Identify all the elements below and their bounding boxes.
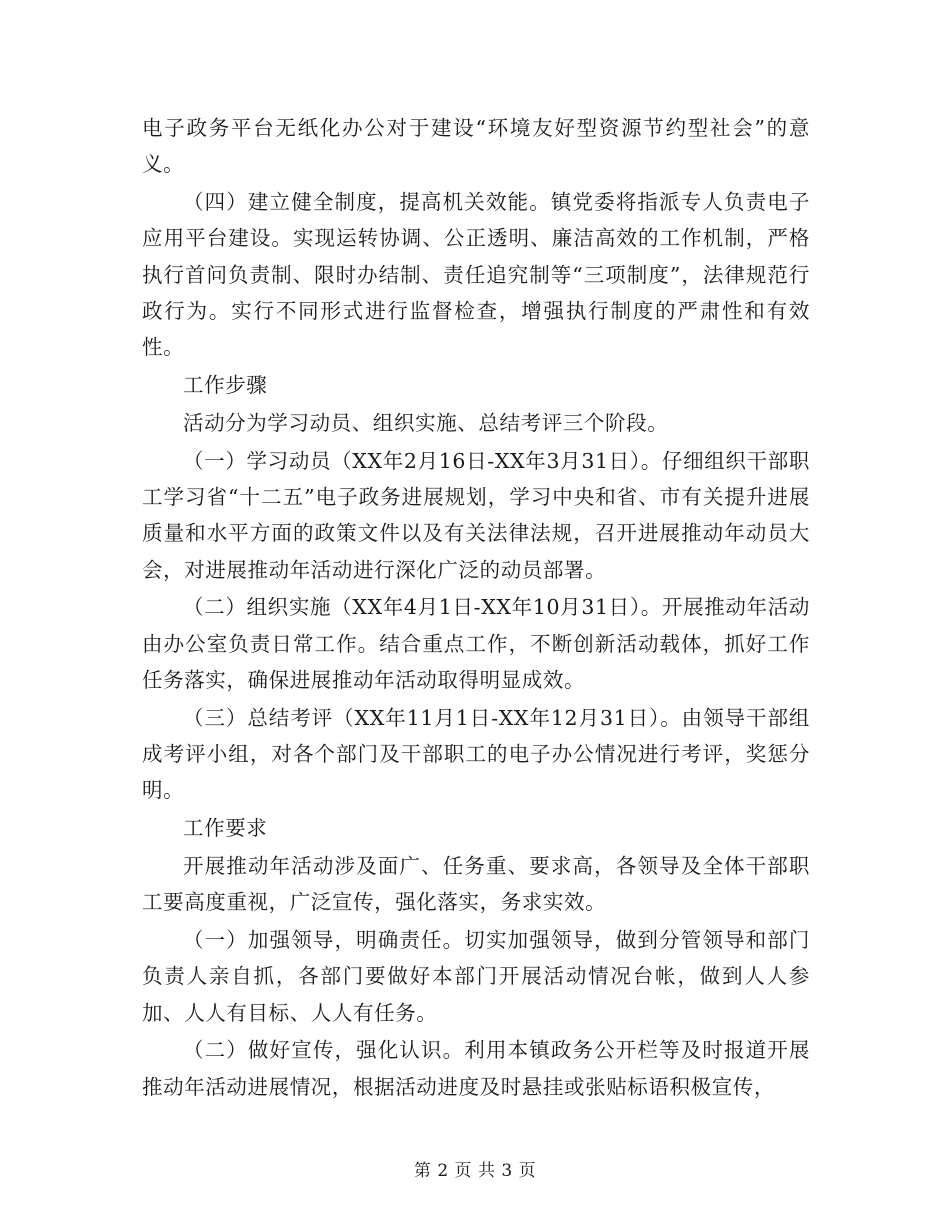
paragraph-institution-building: （四）建立健全制度，提高机关效能。镇党委将指派专人负责电子应用平台建设。实现运转协调、公正透明、廉洁高效的工作机制，严格执行首问负责制、限时办结制、责任追究制等“三项制度”，法律规范行政行为。实行不同形式进行监督检查，增强执行制度的严肃性和有效性。 [142, 190, 810, 360]
section-heading-work-requirements: 工作要求 [183, 816, 268, 841]
paragraph-publicity: （二）做好宣传，强化认识。利用本镇政务公开栏等及时报道开展推动年活动进展情况，根据活动进度及时悬挂或张贴标语积极宣传， [142, 1038, 810, 1099]
paragraph-phase-evaluation: （三）总结考评（XX年11月1日-XX年12月31日）。由领导干部组成考评小组，对各个部门及干部职工的电子办公情况进行考评，奖惩分明。 [142, 705, 810, 803]
document-body [142, 110, 810, 1107]
paragraph-phases-overview: 活动分为学习动员、组织实施、总结考评三个阶段。 [183, 410, 669, 435]
paragraph-phase-implementation: （二）组织实施（XX年4月1日-XX年10月31日）。开展推动年活动由办公室负责日常工作。结合重点工作，不断创新活动载体，抓好工作任务落实，确保进展推动年活动取得明显成效。 [142, 595, 810, 692]
paragraph-requirements-overview: 开展推动年活动涉及面广、任务重、要求高，各领导及全体干部职工要高度重视，广泛宣传，强化落实，务求实效。 [142, 853, 810, 915]
section-heading-work-steps: 工作步骤 [183, 373, 268, 398]
paragraph-continuation: 电子政务平台无纸化办公对于建设“环境友好型资源节约型社会”的意义。 [142, 116, 810, 177]
paragraph-phase-study: （一）学习动员（XX年2月16日-XX年3月31日）。仔细组织干部职工学习省“十二五”电子政务进展规划，学习中央和省、市有关提升进展质量和水平方面的政策文件以及有关法律法规，召开进展推动年动员大会，对进展推动年活动进行深化广泛的动员部署。 [142, 448, 810, 582]
page-footer: 第 2 页 共 3 页 [413, 1161, 537, 1181]
paragraph-strengthen-leadership: （一）加强领导，明确责任。切实加强领导，做到分管领导和部门负责人亲自抓，各部门要做好本部门开展活动情况台帐，做到人人参加、人人有目标、人人有任务。 [142, 928, 810, 1025]
